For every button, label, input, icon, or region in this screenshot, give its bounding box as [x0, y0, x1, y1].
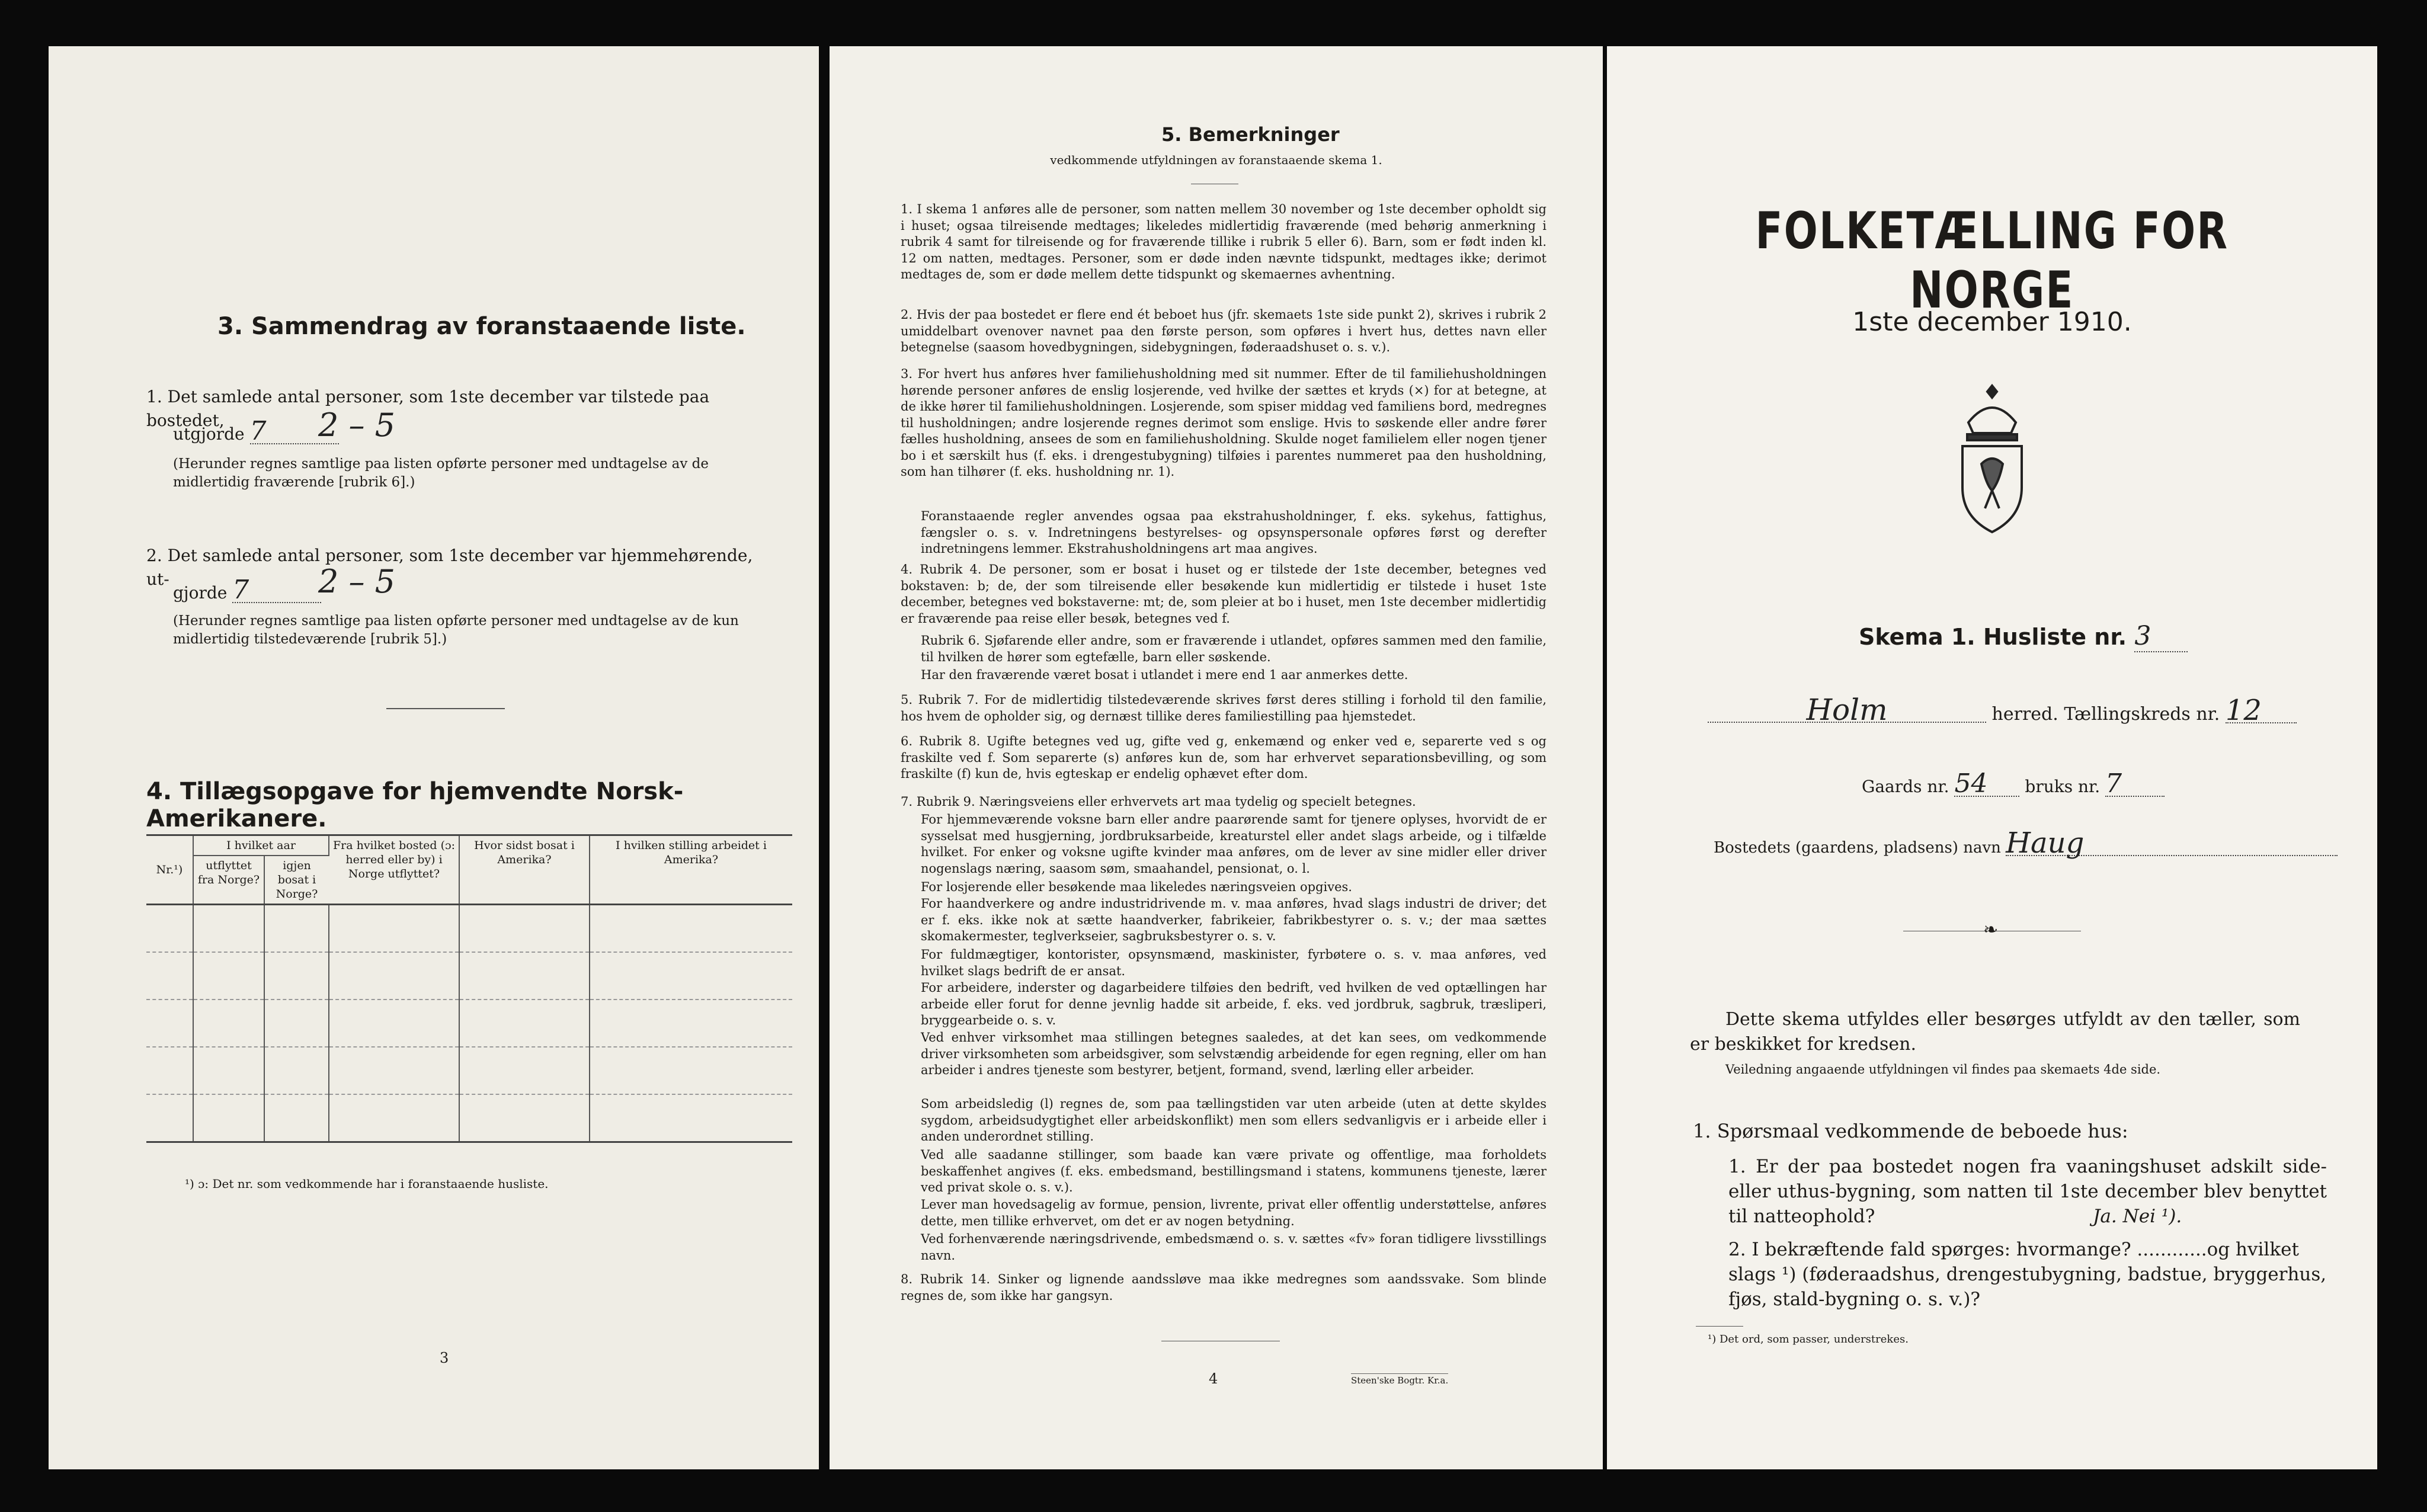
item2-value: 7	[232, 578, 321, 603]
table-row	[146, 1000, 792, 1047]
remark-4b: Rubrik 6. Sjøfarende eller andre, som er fraværende i utlandet, opføres sammen med den familie, til hvilken de hører som egtefælle, barn eller søskende.	[921, 633, 1547, 664]
page-number-4: 4	[1209, 1370, 1218, 1387]
gaards-value: 54	[1954, 772, 2019, 797]
gaards-line	[1862, 768, 2165, 799]
bosted-label: Bostedets (gaardens, pladsens) navn	[1714, 839, 2001, 857]
question-1-answer: Ja. Nei ¹).	[2093, 1206, 2182, 1227]
bosted-line	[1714, 827, 2338, 860]
divider	[386, 708, 505, 709]
item1-note: (Herunder regnes samtlige paa listen opførte personer med undtagelse av de midlertidig fraværende [rubrik 6].)	[173, 456, 709, 490]
schema-line	[1859, 621, 2188, 652]
remarks-subtitle: vedkommende utfyldningen av foranstaaende skema 1.	[1050, 153, 1382, 167]
husliste-nr: 3	[2134, 621, 2188, 652]
remark-4: 4. Rubrik 4. De personer, som er bosat i huset og er tilstede der 1ste december, betegnes ved bokstaven: b; de, der som tilreisende eller besøkende kun midlertidig er tilstede i huset 1ste december, betegnes ved bokstaverne: mt; de, som pleier at bo i huset, men 1ste december midlertidig er fraværende paa reise eller besøk, betegnes ved f.	[901, 562, 1547, 626]
remark-7h: Som arbeidsledig (l) regnes de, som paa tællingstiden var uten arbeide (uten at dette skyldes sygdom, arbeidsudygtighet eller arbeidskonflikt) men som ellers sedvanligvis er i arbeide eller i anden underordnet stilling.	[921, 1097, 1547, 1143]
item2-prefix: gjorde	[173, 583, 228, 603]
footnote-rule	[1696, 1326, 1743, 1327]
herred-value: Holm	[1708, 698, 1986, 723]
remark-3b: Foranstaaende regler anvendes ogsaa paa ekstrahusholdninger, f. eks. sykehus, fattighus, fængsler o. s. v. Indretningens bestyrelses- og opsynspersonale opføres først og derefter indretningens lemmer. Ekstrahusholdningens art maa angives.	[921, 509, 1547, 556]
col-nr: Nr.¹)	[146, 835, 193, 905]
remark-1: 1. I skema 1 anføres alle de personer, som natten mellem 30 november og 1ste december opholdt sig i huset; ogsaa tilreisende medtages; likeledes midlertidig fraværende (med behørig anmerkning i rubrik 4 samt for tilreisende og for fraværende tillike i rubrik 5 eller 6). Barn, som er født inden kl. 12 om natten, medtages. Personer, som er døde inden nævnte tidspunkt, medtages ikke; derimot medtages de, som er døde mellem dette tidspunkt og skemaernes avhentning.	[901, 202, 1547, 281]
schema-label: Skema 1. Husliste nr.	[1859, 624, 2127, 650]
right-page	[1607, 46, 2377, 1469]
col-bosat: igjen bosat i Norge?	[264, 856, 329, 905]
remark-3: 3. For hvert hus anføres hver familiehusholdning med sit nummer. Efter de til familiehusholdningen hørende personer anføres de enslig losjerende, ved hvilke der sættes et kryds (×) for at betegne, at de ikke hører til familiehusholdningen. Losjerende, som spiser middag ved familiens bord, medregnes til husholdningen; andre losjerende regnes derimot som enslige. Hvis to søskende eller andre fører fælles husholdning, ansees de som en familiehusholdning. Skulde noget familielem eller nogen tjener bo i et særskilt hus (f. eks. i drengestubygning) tilføies i parentes nummeret paa den husholdning, som han tilhører (f. eks. husholdning nr. 1).	[901, 367, 1547, 479]
table-row	[146, 1094, 792, 1142]
col-utflyttet: utflyttet fra Norge?	[193, 856, 264, 905]
col-bosted: Fra hvilket bosted (ɔ: herred eller by) i Norge utflyttet?	[329, 835, 459, 905]
remark-7b: For hjemmeværende voksne barn eller andre paarørende samt for tjenere oplyses, hvorvidt de er sysselsat med husgjerning, jordbruksarbeide, kreaturstel eller andet slags arbeide, og i tilfælde hvilket. For enker og voksne ugifte kvinder maa anføres, om de lever av sine midler eller driver nogenslags næring, saasom søm, smaahandel, pensionat, o. l.	[921, 812, 1547, 876]
remark-7e: For fuldmægtiger, kontorister, opsynsmænd, maskinister, fyrbøtere o. s. v. maa anføres, ved hvilket slags bedrift de er ansat.	[921, 947, 1547, 978]
ornament-icon: ❧	[1983, 920, 1999, 940]
remarks-title: 5. Bemerkninger	[1161, 123, 1340, 146]
middle-page	[830, 46, 1603, 1469]
coat-of-arms-icon	[1945, 381, 2039, 538]
main-title: FOLKETÆLLING FOR NORGE	[1755, 201, 2229, 320]
remark-6: 6. Rubrik 8. Ugifte betegnes ved ug, gifte ved g, enkemænd og enker ved e, separerte ved s og fraskilte ved f. Som separerte (s) anføres kun de, som har erhvervet separationsbevilling, og som fraskilte (f) kun de, hvis egteskap er endelig ophævet efter dom.	[901, 734, 1547, 781]
footnote: ¹) ɔ: Det nr. som vedkommende har i foranstaaende husliste.	[185, 1177, 549, 1191]
remark-8: 8. Rubrik 14. Sinker og lignende aandssløve maa ikke medregnes som aandssvake. Som blinde regnes de, som ikke har gangsyn.	[901, 1272, 1547, 1303]
printer-mark: Steen'ske Bogtr. Kr.a.	[1351, 1373, 1448, 1386]
table-row	[146, 905, 792, 953]
table-row	[146, 952, 792, 1000]
bosted-value: Haug	[2006, 831, 2338, 856]
remark-7: 7. Rubrik 9. Næringsveiens eller erhvervets art maa tydelig og specielt betegnes.	[901, 795, 1416, 809]
item1-prefix: utgjorde	[173, 424, 245, 444]
herred-line	[1708, 693, 2336, 727]
table-row	[146, 1047, 792, 1094]
remark-7d: For haandverkere og andre industridrivende m. v. maa anføres, hvad slags industri de driver; det er f. eks. ikke nok at sætte haandverker, fabrikeier, fabrikbestyrer o. s. v.; der maa sættes skomakermester, teglverkseier, sagbruksbestyrer o. s. v.	[921, 896, 1547, 943]
summary-item-2: 2. Det samlede antal personer, som 1ste december var hjemmehørende, ut-	[146, 546, 753, 589]
item2-handwritten: 2 – 5	[318, 563, 396, 600]
item1-handwritten: 2 – 5	[318, 406, 396, 444]
remark-2: 2. Hvis der paa bostedet er flere end ét beboet hus (jfr. skemaets 1ste side punkt 2), skrives i rubrik 2 umiddelbart ovenover navnet paa den første person, som opføres i hvert hus, dettes navn eller betegnelse (saasom hovedbygningen, sidebygningen, føderaadshuset o. s. v.).	[901, 307, 1547, 354]
summary-item-2-line	[173, 575, 321, 605]
remark-7k: Ved forhenværende næringsdrivende, embedsmænd o. s. v. sættes «fv» foran tidligere livsstillings navn.	[921, 1232, 1547, 1263]
bruks-label: bruks nr.	[2025, 777, 2101, 796]
remark-7c: For losjerende eller besøkende maa likeledes næringsveien opgives.	[921, 880, 1352, 894]
remark-7j: Lever man hovedsagelig av formue, pension, livrente, privat eller offentlig understøttelse, anføres dette, men tillike erhvervet, om det er av nogen betydning.	[921, 1197, 1547, 1228]
left-page	[49, 46, 819, 1469]
question-2: 2. I bekræftende fald spørges: hvormange? ............og hvilket slags ¹) (føderaadshus, drengestubygning, badstue, bryggerhus, fjøs, stald-bygning o. s. v.)?	[1728, 1239, 2327, 1310]
item1-value: 7	[250, 419, 339, 444]
bruks-value: 7	[2105, 772, 2165, 797]
col-amerika: Hvor sidst bosat i Amerika?	[459, 835, 590, 905]
col-aar: I hvilket aar	[193, 835, 329, 856]
page-number: 3	[440, 1350, 449, 1366]
herred-label: herred.	[1991, 704, 2058, 725]
item2-note: (Herunder regnes samtlige paa listen opførte personer med undtagelse av de kun midlertidig tilstedeværende [rubrik 5].)	[173, 613, 739, 647]
question-1: 1. Er der paa bostedet nogen fra vaaningshuset adskilt side- eller uthus-bygning, som natten til 1ste december blev benyttet til natteophold?	[1728, 1156, 2327, 1227]
footnote-right: ¹) Det ord, som passer, understrekes.	[1708, 1333, 1909, 1346]
remark-5: 5. Rubrik 7. For de midlertidig tilstedeværende skrives først deres stilling i forhold til den familie, hos hvem de opholder sig, og dernæst tillike deres familiestilling paa hjemstedet.	[901, 693, 1547, 723]
gaards-label: Gaards nr.	[1862, 777, 1949, 796]
norsk-amerikanere-table	[146, 834, 792, 1143]
kreds-value: 12	[2226, 699, 2297, 723]
census-date: 1ste december 1910.	[1852, 307, 2132, 337]
questions-header: 1. Spørsmaal vedkommende de beboede hus:	[1693, 1120, 2128, 1142]
section3-title: 3. Sammendrag av foranstaaende liste.	[217, 313, 746, 340]
remark-7f: For arbeidere, inderster og dagarbeidere tilføies den bedrift, ved hvilken de ved optællingen har arbeide eller forut for denne jevnlig hadde sit arbeide, f. eks. ved jordbruk, sagbruk, træsliperi, bryggearbeide o. s. v.	[921, 981, 1547, 1027]
remark-4c: Har den fraværende været bosat i utlandet i mere end 1 aar anmerkes dette.	[921, 668, 1408, 682]
section4-title: 4. Tillægsopgave for hjemvendte Norsk-Amerikanere.	[146, 778, 684, 832]
remark-7i: Ved alle saadanne stillinger, som baade kan være private og offentlige, maa forholdets beskaffenhet angives (f. eks. embedsmand, bestillingsmand i statens, kommunens tjeneste, lærer ved privat skole o. s. v.).	[921, 1148, 1547, 1194]
kreds-label: Tællingskreds nr.	[2064, 704, 2220, 725]
summary-item-1-line	[173, 416, 339, 446]
col-stilling: I hvilken stilling arbeidet i Amerika?	[590, 835, 792, 905]
remark-7g: Ved enhver virksomhet maa stillingen betegnes saaledes, at det kan sees, om vedkommende driver virksomheten som arbeidsgiver, som selvstændig arbeidende for egen regning, eller om han arbeider i andres tjeneste som bestyrer, betjent, formand, svend, lærling eller arbeider.	[921, 1030, 1547, 1077]
summary-item-1: 1. Det samlede antal personer, som 1ste december var tilstede paa bostedet,	[146, 387, 710, 430]
guidance-text: Veiledning angaaende utfyldningen vil findes paa skemaets 4de side.	[1725, 1062, 2161, 1077]
intro-text: Dette skema utfyldes eller besørges utfyldt av den tæller, som er beskikket for kredsen.	[1690, 1009, 2300, 1055]
